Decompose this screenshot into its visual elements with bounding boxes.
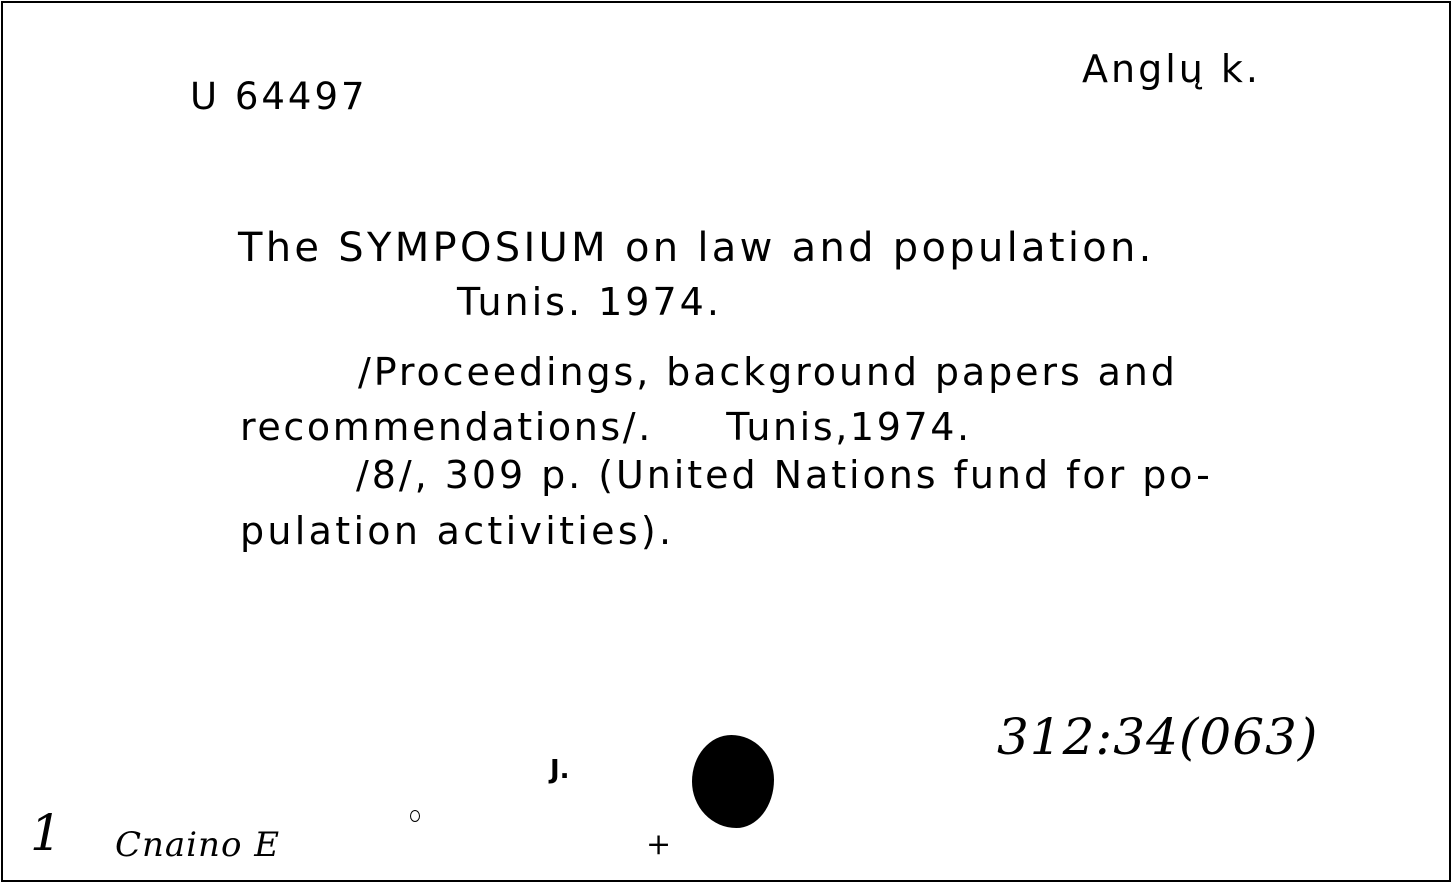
description-line-4: pulation activities). [240,509,675,553]
title-line: The SYMPOSIUM on law and population. [238,225,1155,271]
call-number: U 64497 [190,75,368,118]
small-circle-mark [410,810,420,822]
description-line-2: recommendations/. Tunis,1974. [240,405,972,449]
handwritten-number: 1 [30,804,62,862]
description-line-1: /Proceedings, background papers and [358,350,1178,394]
description-line-3: /8/, 309 p. (United Nations fund for po- [356,453,1213,497]
handwritten-signature: Cnaino E [115,825,281,865]
language-note: Anglų k. [1082,47,1262,91]
letter-mark: J. [550,755,570,785]
cross-mark: + [646,827,672,862]
ink-blot [692,735,774,828]
title-place: Tunis. 1974. [457,280,722,324]
classification-number: 312:34(063) [997,708,1319,766]
